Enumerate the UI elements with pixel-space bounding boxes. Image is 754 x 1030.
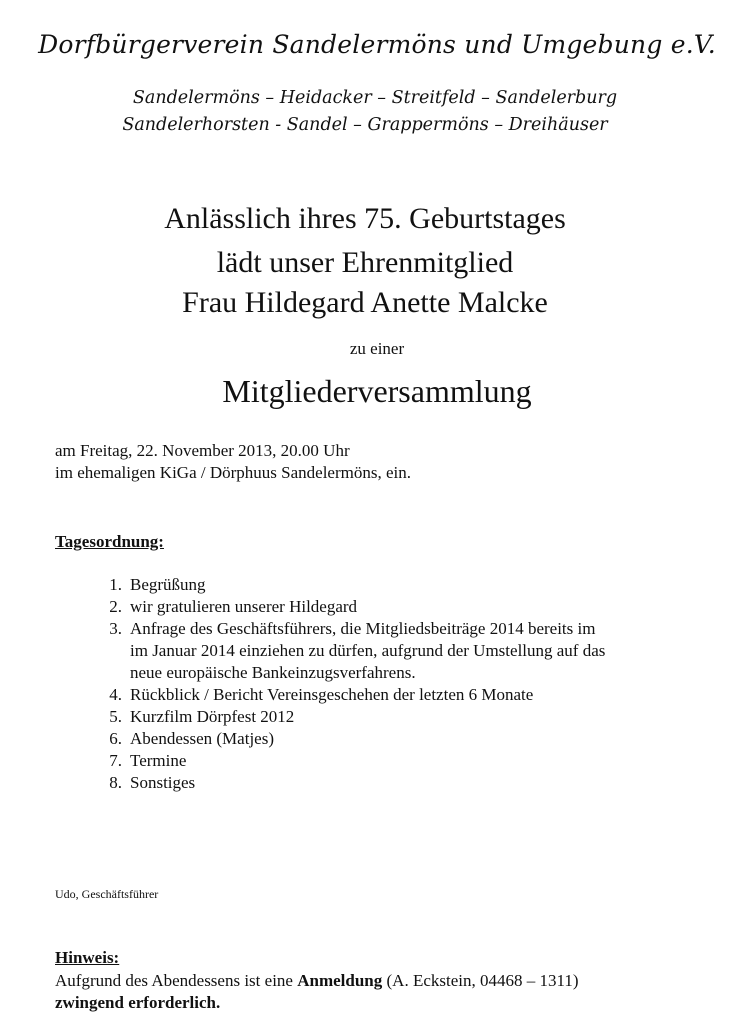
- agenda-item: [100, 728, 700, 750]
- agenda-list: [100, 574, 700, 794]
- agenda-item-text: Abendessen (Matjes): [130, 729, 274, 748]
- agenda-item-text: Kurzfilm Dörpfest 2012: [130, 707, 295, 726]
- invitation-headline-2: lädt unser Ehrenmitglied: [216, 246, 514, 279]
- agenda-item-number: 7.: [109, 751, 122, 770]
- invitation-headline-3: Frau Hildegard Anette Malcke: [182, 286, 548, 319]
- agenda-item: [100, 574, 700, 596]
- invitation-connector: zu einer: [349, 339, 405, 358]
- agenda-item-number: 6.: [109, 729, 122, 748]
- agenda-item-text: Begrüßung: [130, 575, 206, 594]
- agenda-item-number: 2.: [109, 597, 122, 616]
- agenda-item-text: Anfrage des Geschäftsführers, die Mitgliedsbeiträge 2014 bereits im: [130, 619, 596, 638]
- note-heading: Hinweis:: [55, 948, 120, 967]
- signature: Udo, Geschäftsführer: [55, 887, 159, 901]
- agenda-item-text: im Januar 2014 einziehen zu dürfen, aufgrund der Umstellung auf das: [130, 641, 606, 660]
- agenda-item: [100, 596, 700, 618]
- agenda-item: [100, 618, 700, 684]
- club-name: Dorfbürgerverein Sandelermöns und Umgebung e.V.: [38, 30, 716, 59]
- note-text-before: Aufgrund des Abendessens ist eine: [55, 971, 298, 990]
- agenda-item-number: 3.: [109, 619, 122, 638]
- agenda-item-number: 4.: [109, 685, 122, 704]
- invitation-headline-1: Anlässlich ihres 75. Geburtstages: [164, 202, 566, 235]
- note-closing: zwingend erforderlich.: [55, 993, 221, 1012]
- agenda-heading: Tagesordnung:: [55, 532, 164, 551]
- agenda-item-text: Rückblick / Bericht Vereinsgeschehen der letzten 6 Monate: [130, 685, 534, 704]
- villages-line-1: Sandelermöns – Heidacker – Streitfeld – Sandelerburg: [132, 88, 618, 108]
- agenda-item-text: Sonstiges: [130, 773, 196, 792]
- agenda-item-number: 5.: [109, 707, 122, 726]
- agenda-item-number: 1.: [109, 575, 122, 594]
- note-text: [55, 970, 579, 992]
- agenda-item: [100, 684, 700, 706]
- agenda-item: [100, 706, 700, 728]
- agenda-item: [100, 772, 700, 794]
- event-title: Mitgliederversammlung: [222, 373, 532, 409]
- note-text-after: (A. Eckstein, 04468 – 1311): [382, 971, 579, 990]
- villages-line-2: Sandelerhorsten - Sandel – Grappermöns – Dreihäuser: [122, 115, 608, 135]
- agenda-item-text: neue europäische Bankeinzugsverfahrens.: [130, 663, 416, 682]
- agenda-item-number: 8.: [109, 773, 122, 792]
- event-location: im ehemaligen KiGa / Dörphuus Sandelermöns, ein.: [55, 463, 411, 482]
- agenda-item-text: wir gratulieren unserer Hildegard: [130, 597, 358, 616]
- event-date: am Freitag, 22. November 2013, 20.00 Uhr: [55, 441, 350, 460]
- note-text-bold: Anmeldung: [297, 971, 383, 990]
- agenda-item-text: Termine: [130, 751, 187, 770]
- agenda-item: [100, 750, 700, 772]
